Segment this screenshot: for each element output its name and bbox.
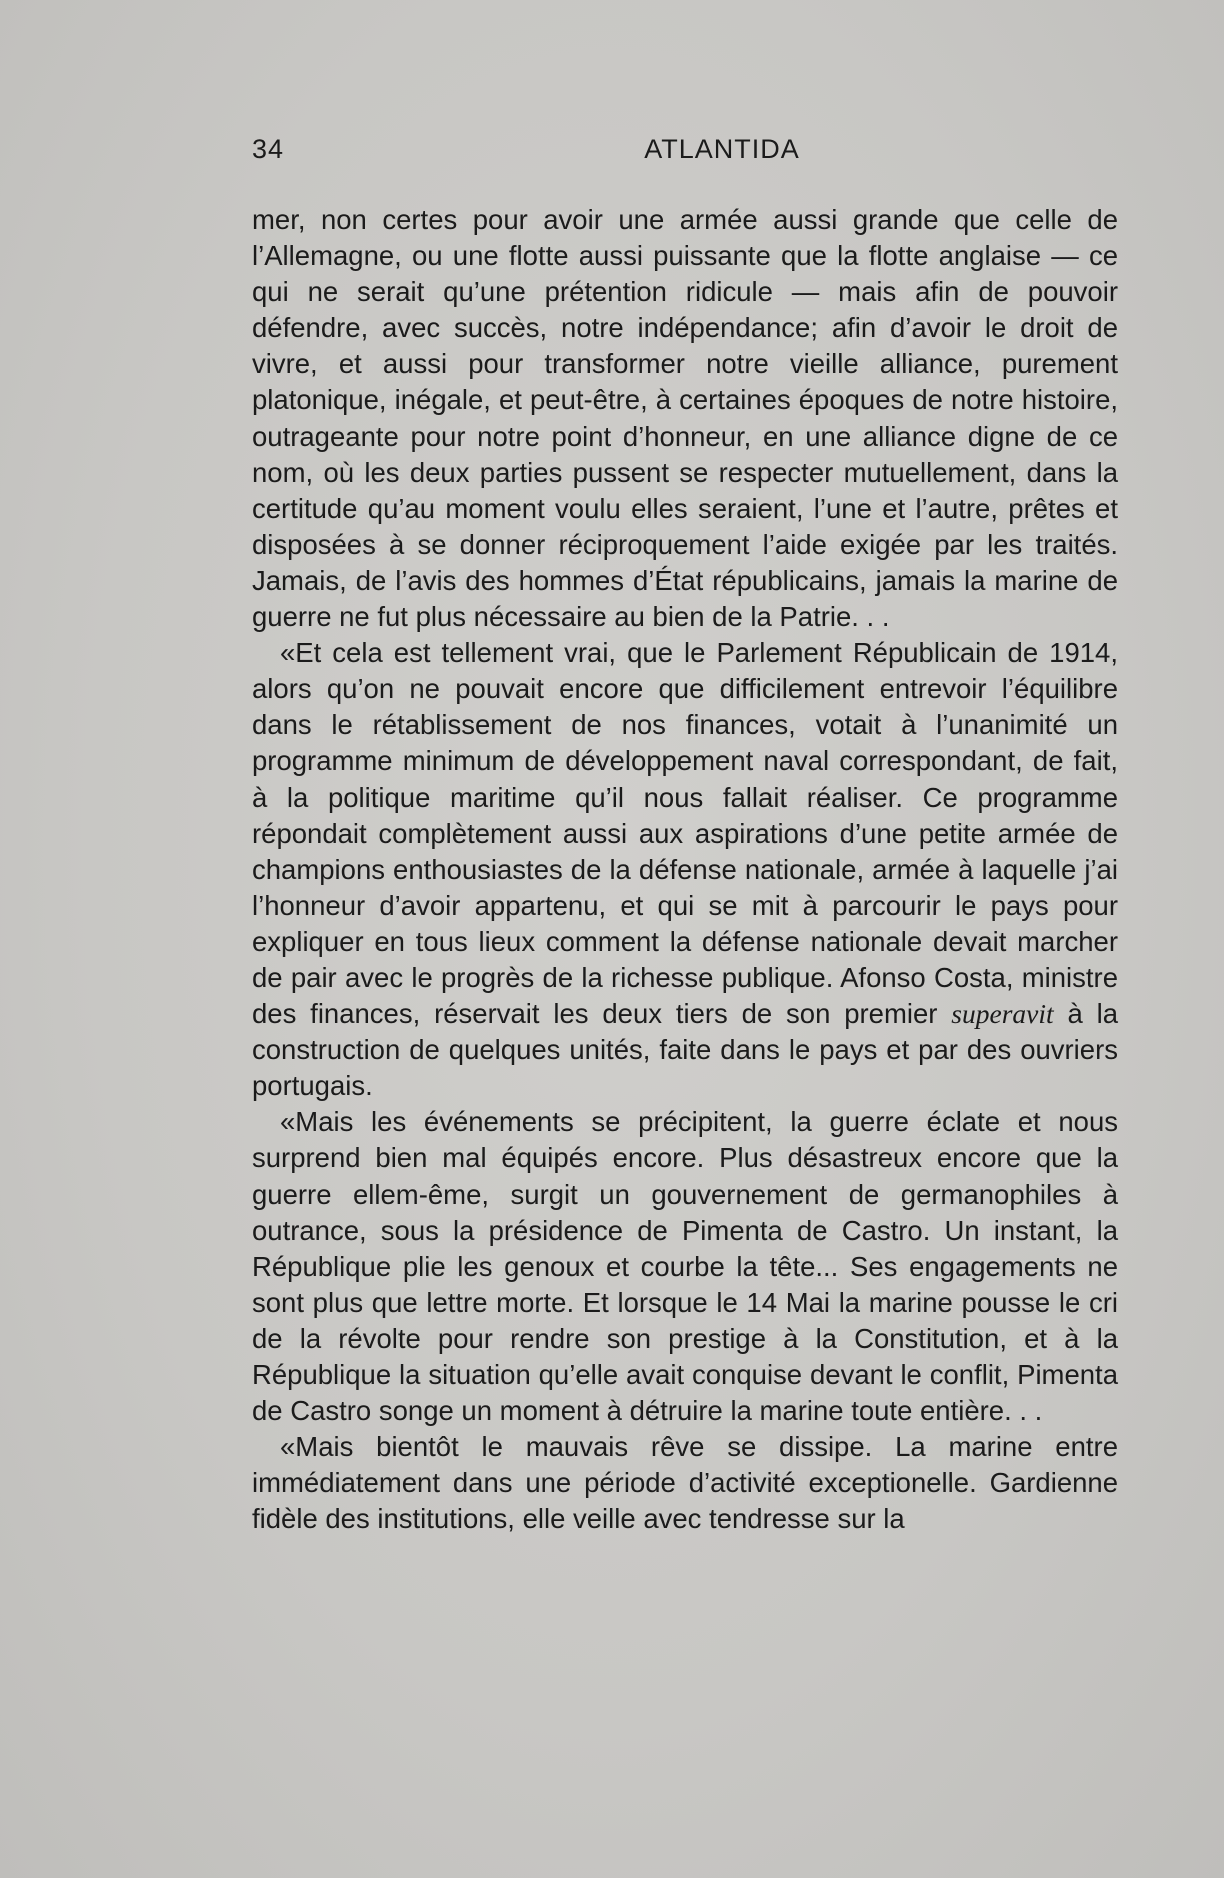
- paragraph-3: [252, 1104, 1118, 1429]
- page-number: 34: [252, 134, 285, 164]
- running-title: ATLANTIDA: [644, 134, 800, 164]
- body-text: [252, 202, 1118, 1537]
- paragraph-2: [252, 635, 1118, 1104]
- paragraph-1: [252, 202, 1118, 635]
- paragraph-3-text: «Mais les événements se précipitent, la guerre éclate et nous surprend bien mal équipés encore. Plus désastreux encore que la guerre ellem-ême, surgit un gouvernement de germanophiles à outrance, sous la présidence de Pimenta de Castro. Un instant, la République plie les genoux et courbe la tête... Ses engagements ne sont plus que lettre morte. Et lorsque le 14 Mai la marine pousse le cri de la révolte pour rendre son prestige à la Constitution, et à la République la situation qu’elle avait conquise devant le conflit, Pimenta de Castro songe un moment à détruire la marine toute entière. . .: [252, 1106, 1118, 1427]
- paragraph-2-text: «Et cela est tellement vrai, que le Parlement Républicain de 1914, alors qu’on ne pouvait encore que difficilement entrevoir l’équilibre dans le rétablissement de nos finances, votait à l’unanimité un programme minimum de développement naval correspondant, de fait, à la politique maritime qu’il nous fallait réaliser. Ce programme répondait complètement aussi aux aspirations d’une petite armée de champions enthousiastes de la défense nationale, armée à laquelle j’ai l’honneur d’avoir appartenu, et qui se mit à parcourir le pays pour expliquer en tous lieux comment la défense nationale devait marcher de pair avec le progrès de la richesse publique. Afonso Costa, ministre des finances, réservait les deux tiers de son premier: [252, 637, 1118, 1030]
- paragraph-4-text: «Mais bientôt le mauvais rêve se dissipe. La marine entre immédiatement dans une période d’activité exceptionelle. Gardienne fidèle des institutions, elle veille avec tendresse sur la: [252, 1431, 1118, 1535]
- paragraph-2-text-after: à la construction de quelques unités, faite dans le pays et par des ouvriers portugais.: [252, 998, 1119, 1102]
- paragraph-1-text: mer, non certes pour avoir une armée aussi grande que celle de l’Allemagne, ou une flotte aussi puissante que la flotte anglaise — ce qui ne serait qu’une prétention ridicule — mais afin de pouvoir défendre, avec succès, notre indépendance; afin d’avoir le droit de vivre, et aussi pour transformer notre vieille alliance, purement platonique, inégale, et peut-être, à certaines époques de notre histoire, outrageante pour notre point d’honneur, en une alliance digne de ce nom, où les deux parties pussent se respecter mutuellement, dans la certitude qu’au moment voulu elles seraient, l’une et l’autre, prêtes et disposées à se donner réciproquement l’aide exigée par les traités. Jamais, de l’avis des hommes d’État républicains, jamais la marine de guerre ne fut plus nécessaire au bien de la Patrie. . .: [252, 204, 1118, 633]
- italic-term: superavit: [951, 998, 1054, 1030]
- paragraph-4: [252, 1429, 1118, 1537]
- running-head: [252, 134, 1122, 174]
